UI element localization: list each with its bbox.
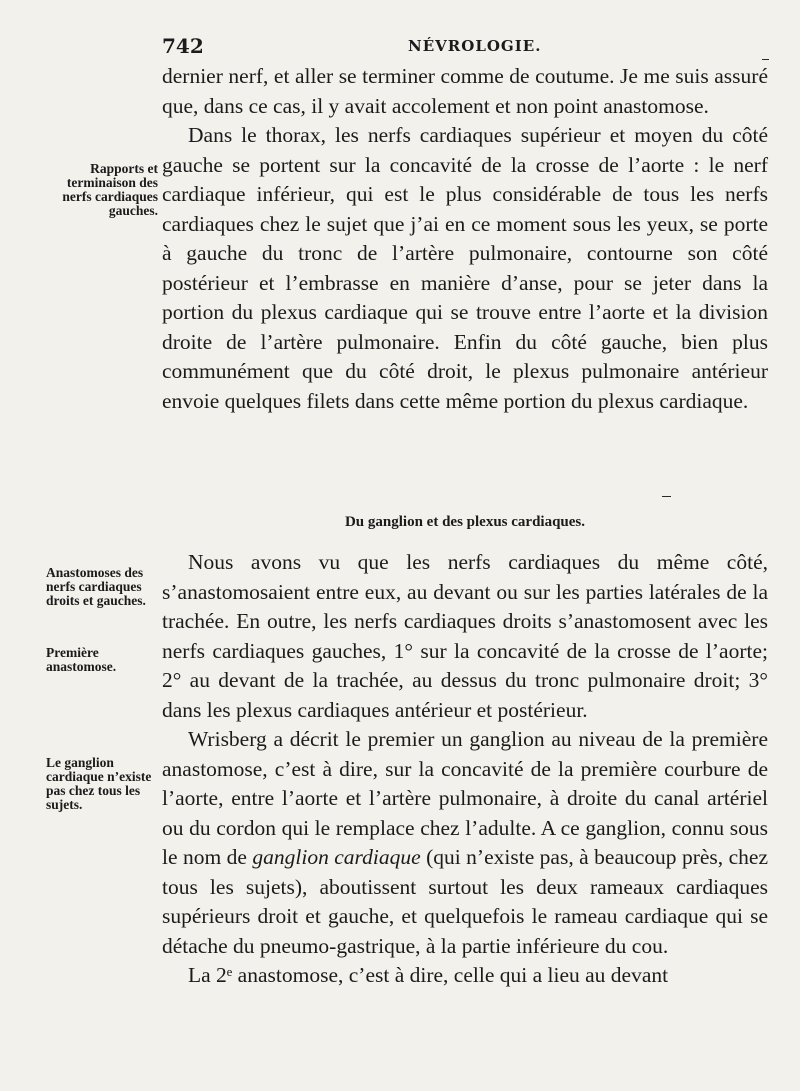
text-block-thorax [162, 62, 768, 416]
paragraph-thorax: Dans le thorax, les nerfs cardiaques supérieur et moyen du côté gauche se portent sur la concavité de la crosse de l’aorte : le nerf cardiaque inférieur, qui est le plus considérable de tous les nerfs cardiaques chez le sujet que j’ai en ce moment sous les yeux, se porte à gauche du tronc de l’artère pulmonaire, contourne son côté postérieur et l’embrasse en manière d’anse, pour se jeter dans la portion du plexus cardiaque qui se trouve entre l’aorte et la division droite de l’artère pulmonaire. Enfin du côté gauche, bien plus communément que du côté droit, le plexus pulmonaire antérieur envoie quelques filets dans cette même portion du plexus cardiaque. [162, 123, 768, 413]
margin-note-ganglion: Le ganglion cardiaque n’existe pas chez tous les sujets. [46, 755, 152, 812]
margin-note-premiere-anastomose: Première anastomose. [46, 645, 117, 674]
page-number: 742 [162, 34, 204, 58]
section-title: Du ganglion et des plexus cardiaques. [344, 514, 586, 530]
paragraph-continuation: dernier nerf, et aller se terminer comme de coutume. Je me suis assuré que, dans ce cas, il y avait accolement et non point anastomose. [162, 64, 768, 118]
paragraph-anastomoses: Nous avons vu que les nerfs cardiaques du même côté, s’anastomosaient entre eux, au devant ou sur les parties latérales de la trachée. En outre, les nerfs cardiaques droits s’anastomosent avec les nerfs cardiaques gauches, 1° sur la concavité de la crosse de l’aorte; 2° au devant de la trachée, au dessus du tronc pulmonaire droit; 3° dans les plexus cardiaques antérieur et postérieur. [162, 550, 768, 722]
margin-note-anastomoses: Anastomoses des nerfs cardiaques droits et gauches. [46, 565, 146, 608]
page-header [162, 34, 768, 58]
paragraph-second-anastomose: La 2ᵉ anastomose, c’est à dire, celle qui a lieu au devant [188, 963, 669, 987]
printer-mark [762, 59, 769, 60]
margin-note-rapports: Rapports et terminaison des nerfs cardiaques gauches. [62, 161, 158, 218]
printer-mark [662, 496, 671, 497]
running-title: NÉVROLOGIE. [408, 37, 542, 55]
text-block-ganglion [162, 548, 768, 991]
paragraph-wrisberg [162, 725, 768, 961]
ganglion-cardiaque-term: ganglion cardiaque [252, 845, 421, 869]
wrisberg-text-start: Wrisberg a décrit le premier un ganglion au niveau de la première anastomose, c’est à dire, sur la concavité de la première courbure de l’aorte, entre l’aorte et l’artère pulmonaire, à droite du canal artériel ou du cordon qui le remplace chez l’adulte. A ce ganglion, connu sous le nom de [162, 727, 768, 869]
wrisberg-text-end: (qui n’existe pas, à beaucoup près, chez tous les sujets), aboutissent surtout les deux rameaux cardiaques supérieurs droit et gauche, et quelquefois le rameau cardiaque qui se détache du pneumo-gastrique, à la partie inférieure du cou. [162, 845, 768, 958]
